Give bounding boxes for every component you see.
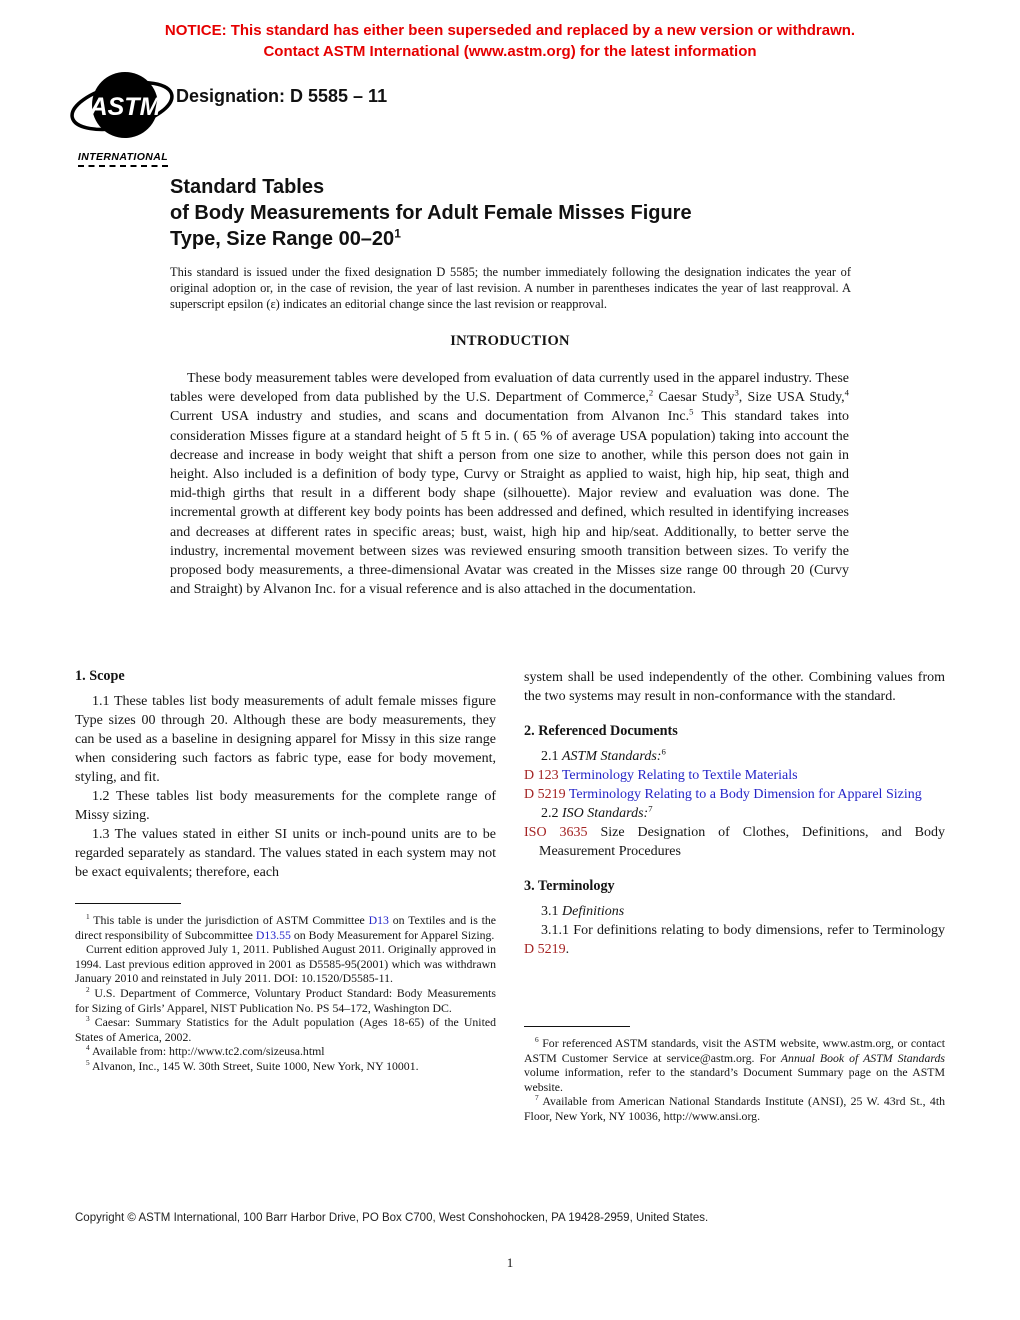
footnote-5 <box>75 1059 496 1074</box>
referenced-documents-heading: 2. Referenced Documents <box>524 723 678 739</box>
text-segment: volume information, refer to the standard’s Document Summary page on the ASTM website. <box>524 1065 945 1094</box>
scope-para-1-3-continued: system shall be used independently of the other. Combining values from the two systems may result in non-conformance with the standard. <box>524 670 945 704</box>
issuance-note: This standard is issued under the fixed designation D 5585; the number immediately following the designation indicates the year of original adoption or, in the case of revision, the year of last revision. A number in parentheses indicates the year of last reapproval. A superscript epsilon (ε) indicates an editorial change since the last revision or reapproval. <box>170 265 851 311</box>
left-column <box>75 668 496 882</box>
superscript: 3 <box>734 387 739 398</box>
text-segment: on Textiles and is the direct responsibility of Subcommittee <box>75 913 496 942</box>
text-segment: Available from American National Standards Institute (ANSI), 25 W. 43rd St., 4th Floor, New York, NY 10036, http://www.ansi.org. <box>524 1094 945 1123</box>
text-segment: ISO Standards: <box>562 806 649 821</box>
terminology-para-3-1-1[interactable] <box>524 921 945 959</box>
title-line-3 <box>170 226 692 252</box>
doc-link[interactable]: D 123 <box>524 768 562 783</box>
footnote-2 <box>75 986 496 1015</box>
superscript: 1 <box>394 226 401 241</box>
reference-d5219[interactable] <box>524 785 945 804</box>
astm-standards-subheading <box>524 747 945 766</box>
text-segment: U.S. Department of Commerce, Voluntary Product Standard: Body Measurements for Sizing of Girls’ Apparel, NIST Publication No. PS 54–172, Washington DC. <box>75 985 496 1015</box>
text-segment: These body measurement tables were developed from evaluation of data currently used in the apparel industry. These tables were developed from data published by the U.S. Department of Commerce, <box>170 371 849 406</box>
copyright-line: Copyright © ASTM International, 100 Barr Harbor Drive, PO Box C700, West Conshohocken, PA 19428-2959, United States. <box>75 1212 709 1224</box>
doc-link[interactable]: D 5219 <box>524 787 569 802</box>
text-segment: Available from: http://www.tc2.com/sizeusa.html <box>89 1044 325 1059</box>
scope-para-1-3: 1.3 The values stated in either SI units or inch-pound units are to be regarded separately as standard. The values stated in each system may not be exact equivalents; therefore, each <box>75 827 496 880</box>
text-segment: Current USA industry and studies, and scans and documentation from Alvanon Inc. <box>170 409 690 425</box>
astm-logo <box>68 70 178 167</box>
superscript: 7 <box>648 803 653 814</box>
footnote-rule-right <box>524 1026 630 1027</box>
title-line-1: Standard Tables <box>170 176 325 198</box>
superscript: 4 <box>844 387 850 398</box>
text-segment: Alvanon, Inc., 145 W. 30th Street, Suite 1000, New York, NY 10001. <box>89 1058 419 1073</box>
notice-line-2: Contact ASTM International (www.astm.org) for the latest information <box>263 42 757 60</box>
definitions-subheading <box>524 902 945 921</box>
introduction-paragraph <box>170 369 849 599</box>
text-segment: Size Designation of Clothes, Definitions, and Body Measurement Procedures <box>539 825 945 859</box>
text-segment: 3.1 <box>541 904 562 919</box>
superscript: 7 <box>535 1093 539 1103</box>
superscript: 2 <box>86 985 90 995</box>
superscript: 1 <box>86 912 90 922</box>
astm-logo-subtext: INTERNATIONAL <box>78 151 168 167</box>
reference-d123[interactable] <box>524 766 945 785</box>
text-segment: Caesar: Summary Statistics for the Adult population (Ages 18-65) of the United States of America, 2002. <box>75 1015 496 1044</box>
scope-para-1-1: 1.1 These tables list body measurements of adult female misses figure Type sizes 00 through 20. Although these are body measurements, they can be used as a baseline in designing apparel for Missy in this size range when considering such factors as fabric type, ease for body movement, styling, and fit. <box>75 694 496 785</box>
text-segment: ASTM Standards: <box>562 749 662 764</box>
text-segment: 3.1.1 For definitions relating to body dimensions, refer to Terminology <box>541 923 945 938</box>
introduction-heading: INTRODUCTION <box>450 333 570 349</box>
iso-standards-subheading <box>524 804 945 823</box>
document-title <box>170 174 692 252</box>
superscript: 6 <box>535 1035 539 1045</box>
text-segment: Caesar Study <box>653 390 735 406</box>
superscript: 3 <box>86 1014 90 1024</box>
superscript: 5 <box>689 406 694 417</box>
supersession-notice <box>0 21 1020 62</box>
text-segment: For referenced ASTM standards, visit the ASTM website, www.astm.org, or contact ASTM Customer Service at service@astm.org. For <box>524 1036 945 1065</box>
text-segment: This standard takes into consideration Misses figure at a standard height of 5 ft 5 in. ( 65 % of average USA population) taking into account the decrease and increase in body weight that shift a person from one size to another, while this person does not gain in height. Also included is a definition of body type, Curvy or Straight as applied to waist, high hip, hip seat, thigh and mid-thigh girths that result in a different body shape (silhouette). Major review and evaluation was done. The incremental growth at different key body points has been addressed and defined, which resulted in identifying increases and decreases at different rates in specific areas; bust, waist, high hip and hip/seat. Additionally, to better serve the industry, incremental movement between sizes was reviewed ensuring smooth transition between sizes. To verify the proposed body measurements, a three-dimensional Avatar was created in the Misses size range 00 through 20 (Curvy and Straight) by Alvanon Inc. for a visual reference and is also attached in the documentation. <box>170 409 849 598</box>
doc-link[interactable]: D13 <box>368 913 389 927</box>
footnote-rule-left <box>75 903 181 904</box>
footnote-1[interactable] <box>75 913 496 942</box>
superscript: 2 <box>648 387 654 398</box>
doc-link[interactable]: D 5219 <box>524 942 566 957</box>
title-line-2: of Body Measurements for Adult Female Misses Figure <box>170 202 692 224</box>
right-column <box>524 668 945 959</box>
scope-para-1-2: 1.2 These tables list body measurements for the complete range of Missy sizing. <box>75 789 496 823</box>
terminology-heading: 3. Terminology <box>524 878 615 894</box>
text-segment: , Size USA Study, <box>738 390 845 406</box>
footnote-4 <box>75 1044 496 1059</box>
superscript: 5 <box>86 1058 90 1068</box>
text-segment: This table is under the jurisdiction of ASTM Committee <box>89 913 369 927</box>
right-footnotes <box>524 1026 945 1124</box>
page-number: 1 <box>506 1255 514 1270</box>
scope-heading: 1. Scope <box>75 668 125 684</box>
text-segment: 2.1 <box>541 749 562 764</box>
doc-link[interactable]: D13.55 <box>255 927 291 942</box>
doc-link[interactable]: Terminology Relating to a Body Dimension for Apparel Sizing <box>568 787 922 802</box>
reference-iso3635[interactable] <box>524 823 945 861</box>
footnote-1-edition: Current edition approved July 1, 2011. Published August 2011. Originally approved in 1994. Last previous edition approved in 2001 as D5585-95(2001) which was withdrawn January 2010 and reinstated in July 2011. DOI: 10.1520/D5585-11. <box>75 942 496 986</box>
superscript: 6 <box>661 746 666 757</box>
astm-logo-text: ASTM <box>89 93 161 121</box>
footnote-3 <box>75 1015 496 1044</box>
designation: Designation: D 5585 – 11 <box>176 86 388 106</box>
astm-logo-mark <box>70 70 176 142</box>
superscript: 4 <box>86 1043 90 1053</box>
footnote-7 <box>524 1094 945 1123</box>
doc-link[interactable]: Terminology Relating to Textile Materials <box>561 768 798 783</box>
text-segment: 2.2 <box>541 806 562 821</box>
left-footnotes <box>75 903 496 1074</box>
notice-line-1: NOTICE: This standard has either been superseded and replaced by a new version or withdrawn. <box>164 22 856 39</box>
doc-link[interactable]: ISO 3635 <box>524 825 601 840</box>
text-segment: on Body Measurement for Apparel Sizing. <box>290 927 495 942</box>
text-segment: . <box>565 942 570 957</box>
footnote-6 <box>524 1036 945 1094</box>
text-segment: Definitions <box>562 904 625 919</box>
text-segment: Annual Book of ASTM Standards <box>780 1050 945 1065</box>
text-segment: Type, Size Range 00–20 <box>170 228 395 250</box>
